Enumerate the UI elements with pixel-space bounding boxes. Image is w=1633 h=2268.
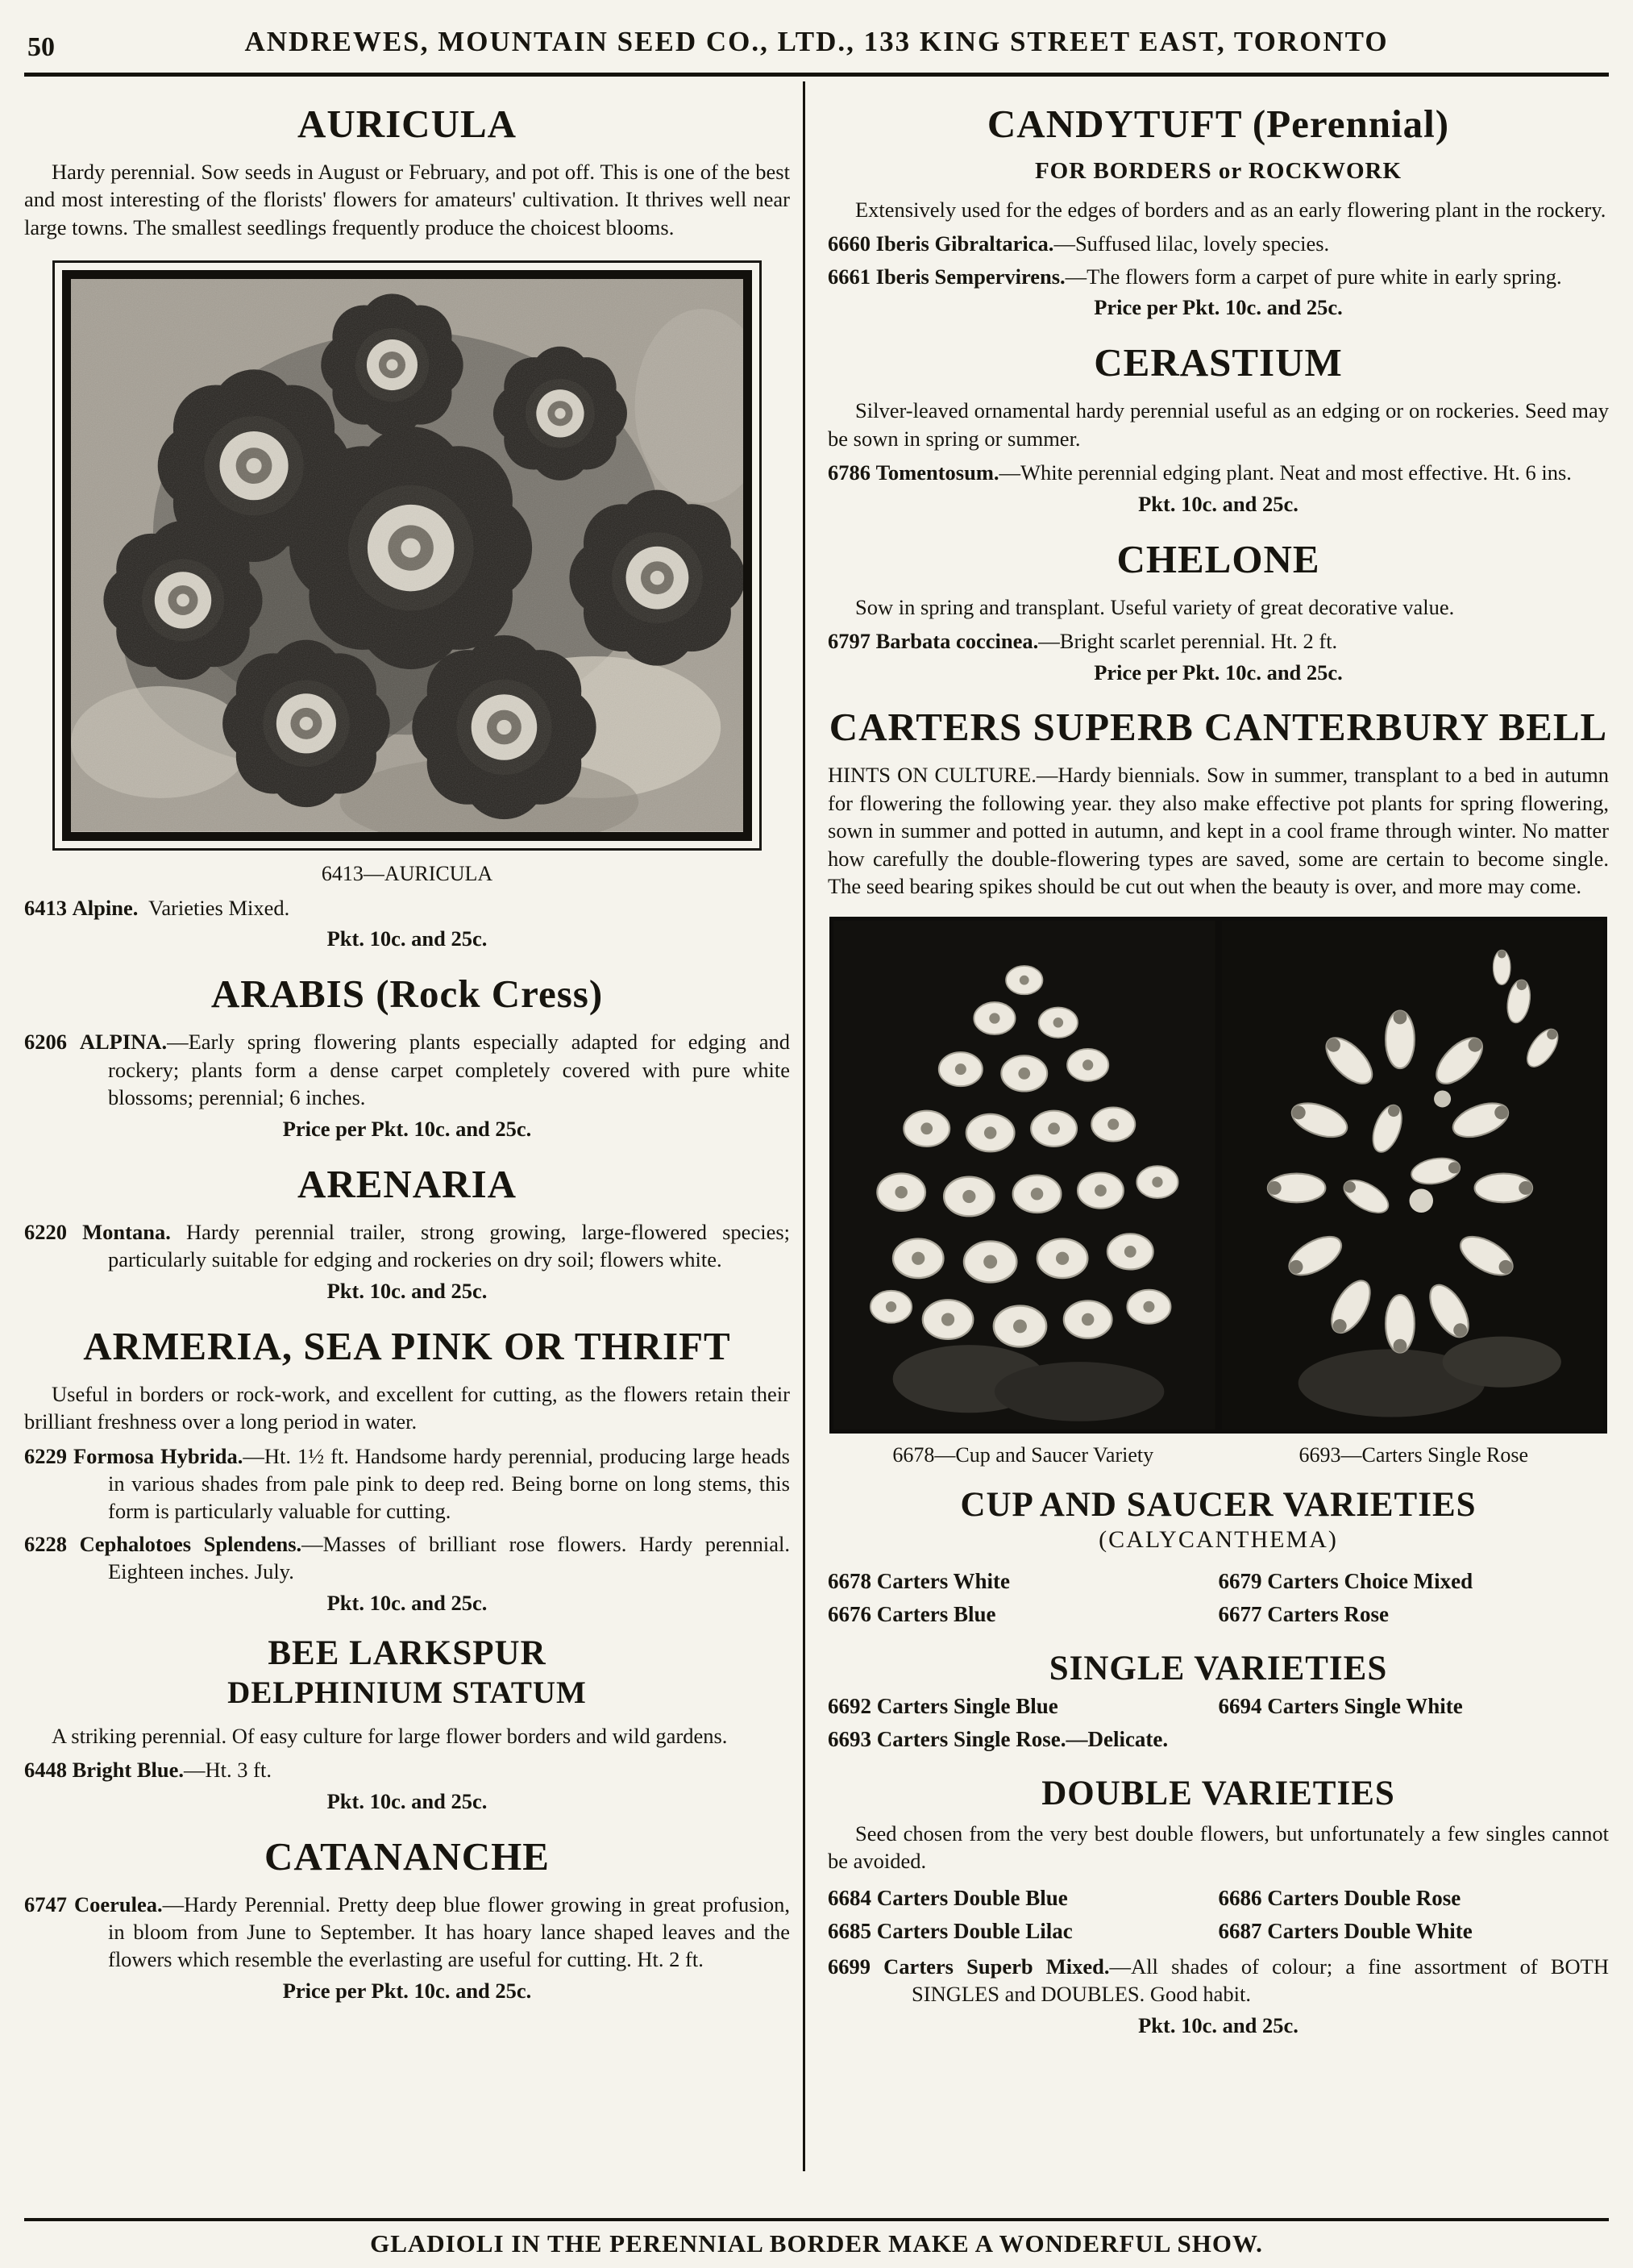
auricula-photo xyxy=(52,260,762,851)
bee-larkspur-price: Pkt. 10c. and 25c. xyxy=(326,1788,488,1813)
section-bee-larkspur xyxy=(24,1633,790,1814)
catananche-price: Price per Pkt. 10c. and 25c. xyxy=(282,1978,532,2003)
entry-name: Iberis Gibraltarica. xyxy=(875,231,1054,256)
section-cerastium xyxy=(828,339,1609,516)
entry-number: 6206 xyxy=(24,1030,67,1055)
entry-name: Carters Double Lilac xyxy=(876,1918,1073,1943)
entry-name: Cephalotoes Splendens. xyxy=(79,1531,302,1556)
entry-number: 6678 xyxy=(828,1568,871,1593)
variety-entry-6686 xyxy=(1219,1886,1610,1911)
page-header xyxy=(24,26,1609,69)
entry-number: 6229 xyxy=(24,1443,67,1468)
entry-number: 6220 xyxy=(24,1219,67,1244)
variety-entry-6677 xyxy=(1219,1602,1610,1627)
catalog-entry-6413 xyxy=(24,894,790,922)
entry-name: Carters Single Blue xyxy=(876,1693,1058,1718)
entry-description: Varieties Mixed. xyxy=(148,896,290,921)
variety-entry-6679 xyxy=(1219,1569,1610,1594)
entry-number: 6687 xyxy=(1218,1918,1262,1943)
entry-name: Coerulea. xyxy=(73,1891,163,1916)
single-rose-photo-illustration xyxy=(1222,921,1604,1429)
entry-description: —Ht. 3 ft. xyxy=(184,1758,272,1783)
page-number: 50 xyxy=(27,32,55,62)
variety-entry-6684 xyxy=(828,1886,1219,1911)
entry-description: —Early spring flowering plants especially adapted for edging and rockery; plants form a dense carpet completely covered with pure white blossoms; perennial; 6 inches. xyxy=(108,1030,791,1110)
section-arenaria xyxy=(24,1161,790,1304)
entry-name: Tomentosum. xyxy=(875,460,999,485)
catalog-entry-6660 xyxy=(828,230,1609,257)
entry-name: Carters Double Rose xyxy=(1267,1885,1461,1910)
catananche-title: CATANANCHE xyxy=(264,1833,550,1879)
armeria-title: ARMERIA, SEA PINK OR THRIFT xyxy=(83,1323,731,1368)
variety-entry-6676 xyxy=(828,1602,1219,1627)
arabis-title: ARABIS (Rock Cress) xyxy=(210,972,604,1017)
canterbury-hints: HINTS ON CULTURE.—Hardy biennials. Sow in summer, transplant to a bed in autumn for flowering the following year. they also make effective pot plants for spring flowering, sown in summer and potted in autumn, and kept in a cool frame through winter. No matter how carefully the double-flowering types are saved, some are certain to become single. The seed bearing spikes should be cut out when the beauty is over, and more may come. xyxy=(828,763,1609,899)
entry-number: 6747 xyxy=(24,1891,67,1916)
auricula-price: Pkt. 10c. and 25c. xyxy=(326,926,488,951)
canterbury-title: CARTERS SUPERB CANTERBURY BELL xyxy=(829,704,1608,749)
footer-rule xyxy=(24,2218,1609,2221)
variety-row xyxy=(828,1882,1609,1915)
candytuft-subtitle: FOR BORDERS or ROCKWORK xyxy=(1034,158,1402,184)
entry-number: 6660 xyxy=(828,231,871,256)
entry-number: 6797 xyxy=(828,629,871,654)
variety-entry-6678 xyxy=(828,1569,1219,1594)
entry-name: Barbata coccinea. xyxy=(875,629,1039,654)
armeria-intro: Useful in borders or rock-work, and excellent for cutting, as the flowers retain their brilliant freshness over a long period in water. xyxy=(24,1381,790,1434)
armeria-price: Pkt. 10c. and 25c. xyxy=(326,1590,488,1615)
entry-name: Carters Rose xyxy=(1267,1601,1389,1626)
section-catananche xyxy=(24,1833,790,2004)
section-cup-and-saucer xyxy=(828,1485,1609,1631)
entry-name: Carters Choice Mixed xyxy=(1267,1568,1473,1593)
candytuft-price: Price per Pkt. 10c. and 25c. xyxy=(1094,295,1343,320)
entry-name: Formosa Hybrida. xyxy=(73,1443,243,1468)
entry-number: 6786 xyxy=(828,460,871,485)
entry-description: —Ht. 1½ ft. Handsome hardy perennial, producing large heads in various shades from pale pink to deep red. Being borne on long stems, this form is particularly valuable for cutting. xyxy=(108,1443,790,1524)
variety-row xyxy=(828,1690,1609,1723)
section-arabis xyxy=(24,971,790,1141)
entry-name: Montana. xyxy=(82,1219,171,1244)
section-auricula xyxy=(24,101,790,951)
bee-larkspur-subtitle: DELPHINIUM STATUM xyxy=(227,1675,587,1710)
entry-description: —Bright scarlet perennial. Ht. 2 ft. xyxy=(1038,629,1338,654)
entry-number: 6699 xyxy=(828,1954,871,1979)
candytuft-intro: Extensively used for the edges of borders and as an early flowering plant in the rockery. xyxy=(855,198,1606,222)
entry-number: 6679 xyxy=(1218,1568,1262,1593)
chelone-intro: Sow in spring and transplant. Useful variety of great decorative value. xyxy=(855,594,1455,619)
auricula-intro: Hardy perennial. Sow seeds in August or February, and pot off. This is one of the best and most interesting of the florists' flowers for amateurs' cultivation. It thrives well near large towns. The smallest seedlings frequently produce the choicest blooms. xyxy=(24,160,790,239)
catalog-entry-6797 xyxy=(828,627,1609,655)
cerastium-intro: Silver-leaved ornamental hardy perennial useful as an edging or on rockeries. Seed may be sown in spring or summer. xyxy=(828,398,1609,451)
entry-number: 6686 xyxy=(1218,1885,1262,1910)
cup-saucer-subtitle: (CALYCANTHEMA) xyxy=(1099,1525,1338,1553)
canterbury-photos xyxy=(829,917,1607,1434)
bee-larkspur-intro: A striking perennial. Of easy culture for large flower borders and wild gardens. xyxy=(52,1723,728,1748)
entry-number: 6677 xyxy=(1218,1601,1262,1626)
section-canterbury-bell xyxy=(828,706,1609,1467)
catalog-entry-6747 xyxy=(24,1891,790,1974)
page-footer xyxy=(0,2218,1633,2258)
entry-name: Carters Superb Mixed. xyxy=(883,1954,1110,1979)
bee-larkspur-title: BEE LARKSPUR xyxy=(268,1633,546,1672)
section-double-varieties xyxy=(828,1774,1609,2038)
footer-text: GLADIOLI IN THE PERENNIAL BORDER MAKE A WONDERFUL SHOW. xyxy=(370,2229,1263,2258)
catalog-entry-6786 xyxy=(828,459,1609,486)
entry-name: Carters Single Rose.—Delicate. xyxy=(876,1726,1169,1751)
auricula-photo-illustration xyxy=(62,270,752,841)
variety-row xyxy=(828,1915,1609,1948)
entry-number: 6676 xyxy=(828,1601,871,1626)
variety-entry-6687 xyxy=(1219,1919,1610,1944)
entry-number: 6448 xyxy=(24,1758,67,1783)
section-single-varieties xyxy=(828,1649,1609,1756)
entry-name: Iberis Sempervirens. xyxy=(875,264,1066,289)
candytuft-title: CANDYTUFT (Perennial) xyxy=(987,102,1450,146)
entry-name: Carters Double White xyxy=(1267,1918,1473,1943)
variety-entry-6692 xyxy=(828,1694,1219,1719)
cup-saucer-title: CUP AND SAUCER VARIETIES xyxy=(960,1485,1477,1524)
entry-description: —Suffused lilac, lovely species. xyxy=(1053,231,1330,256)
entry-number: 6693 xyxy=(828,1726,871,1751)
entry-number: 6661 xyxy=(828,264,871,289)
entry-name: Carters Double Blue xyxy=(876,1885,1068,1910)
cerastium-price: Pkt. 10c. and 25c. xyxy=(1138,491,1299,516)
double-varieties-title: DOUBLE VARIETIES xyxy=(1041,1774,1395,1812)
variety-entry-6685 xyxy=(828,1919,1219,1944)
photo-captions xyxy=(828,1443,1609,1467)
header-title: ANDREWES, MOUNTAIN SEED CO., LTD., 133 KING STREET EAST, TORONTO xyxy=(244,26,1389,57)
entry-number: 6694 xyxy=(1218,1693,1262,1718)
left-column xyxy=(24,81,803,2171)
entry-name: Carters Blue xyxy=(876,1601,996,1626)
cerastium-title: CERASTIUM xyxy=(1094,340,1343,385)
catalog-entry-6448 xyxy=(24,1756,790,1783)
catalog-entry-6699 xyxy=(828,1953,1609,2008)
catalog-entry-6206 xyxy=(24,1028,790,1111)
double-varieties-price: Pkt. 10c. and 25c. xyxy=(1138,2012,1299,2037)
catalog-entry-6229 xyxy=(24,1442,790,1525)
section-armeria xyxy=(24,1323,790,1616)
entry-name: Carters Single White xyxy=(1267,1693,1463,1718)
entry-name: Alpine. xyxy=(72,896,139,921)
variety-entry-6694 xyxy=(1219,1694,1610,1719)
auricula-title: AURICULA xyxy=(297,102,517,146)
cup-and-saucer-photo-illustration xyxy=(833,921,1215,1429)
section-candytuft xyxy=(828,101,1609,320)
arenaria-price: Pkt. 10c. and 25c. xyxy=(326,1278,488,1303)
variety-row xyxy=(828,1723,1609,1756)
entry-description: —The flowers form a carpet of pure white in early spring. xyxy=(1065,264,1562,289)
catalog-entry-6228 xyxy=(24,1530,790,1586)
entry-number: 6692 xyxy=(828,1693,871,1718)
entry-description: —All shades of colour; a fine assortment of BOTH SINGLES and DOUBLES. Good habit. xyxy=(912,1954,1609,2007)
entry-name: ALPINA. xyxy=(79,1030,168,1055)
two-column-layout xyxy=(24,81,1609,2171)
catalog-entry-6661 xyxy=(828,263,1609,290)
entry-description: —Hardy Perennial. Pretty deep blue flower growing in great profusion, in bloom from June to September. It has hoary lance shaped leaves and the flowers which resemble the everlasting are useful for cutting. Ht. 2 ft. xyxy=(108,1891,791,1972)
variety-row xyxy=(828,1598,1609,1631)
section-chelone xyxy=(828,536,1609,685)
double-varieties-intro: Seed chosen from the very best double flowers, but unfortunately a few singles cannot be avoided. xyxy=(828,1821,1609,1874)
entry-description: Hardy perennial trailer, strong growing, large-flowered species; particularly suitable for edging and rockeries on dry soil; flowers white. xyxy=(108,1219,791,1272)
entry-description: —Masses of brilliant rose flowers. Hardy perennial. Eighteen inches. July. xyxy=(108,1531,791,1584)
entry-number: 6228 xyxy=(24,1531,67,1556)
chelone-title: CHELONE xyxy=(1116,536,1320,581)
single-rose-photo-caption: 6693—Carters Single Rose xyxy=(1299,1442,1529,1467)
entry-number: 6413 xyxy=(24,896,67,921)
auricula-photo-caption: 6413—AURICULA xyxy=(321,862,493,886)
entry-number: 6685 xyxy=(828,1918,871,1943)
single-varieties-title: SINGLE VARIETIES xyxy=(1049,1649,1388,1687)
variety-row xyxy=(828,1565,1609,1598)
entry-name: Carters White xyxy=(876,1568,1010,1593)
variety-entry-6693 xyxy=(828,1727,1609,1752)
cup-and-saucer-photo-caption: 6678—Cup and Saucer Variety xyxy=(892,1442,1154,1467)
entry-name: Bright Blue. xyxy=(72,1758,185,1783)
arabis-price: Price per Pkt. 10c. and 25c. xyxy=(282,1116,532,1141)
arenaria-title: ARENARIA xyxy=(297,1161,517,1206)
entry-number: 6684 xyxy=(828,1885,871,1910)
catalog-entry-6220 xyxy=(24,1218,790,1274)
entry-description: —White perennial edging plant. Neat and most effective. Ht. 6 ins. xyxy=(999,460,1572,485)
header-rule xyxy=(24,73,1609,77)
chelone-price: Price per Pkt. 10c. and 25c. xyxy=(1094,660,1343,685)
right-column xyxy=(805,81,1609,2171)
